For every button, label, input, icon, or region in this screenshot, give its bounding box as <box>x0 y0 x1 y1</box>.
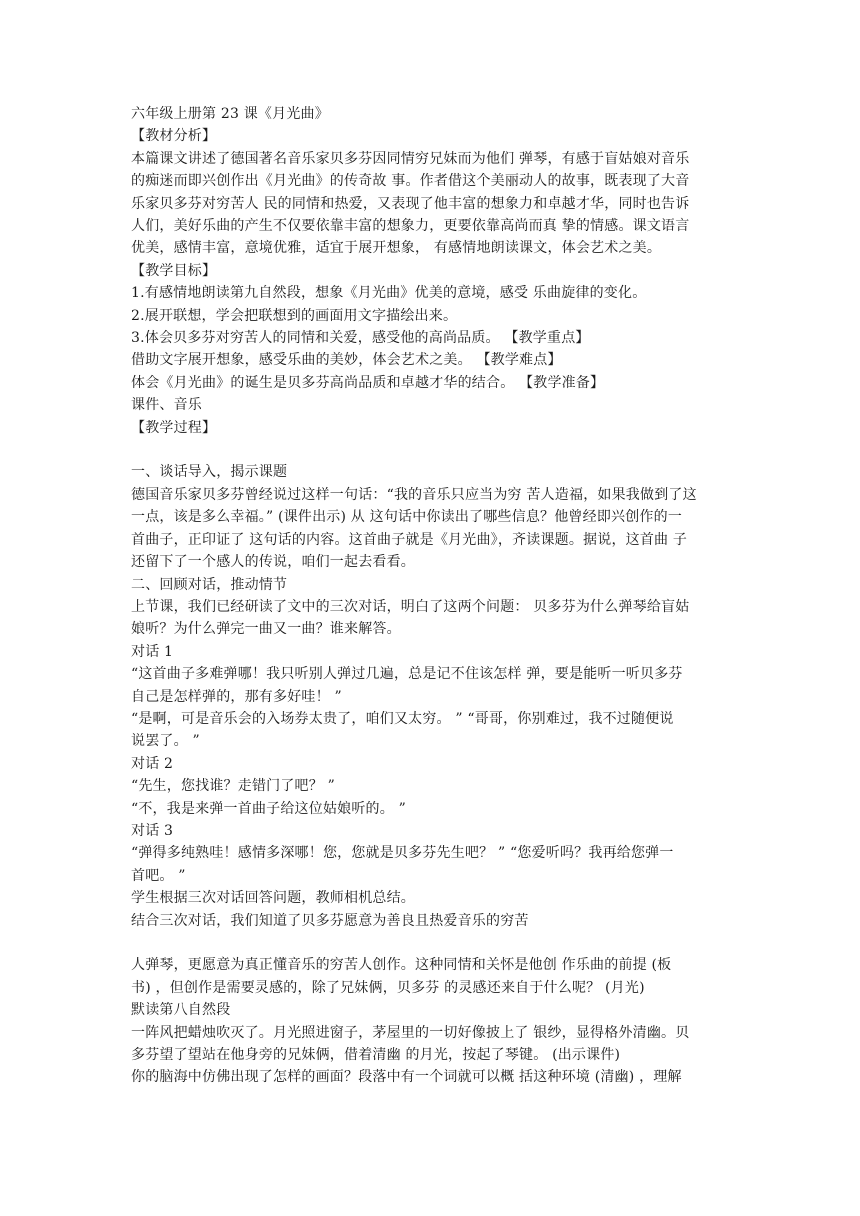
text-line: 对话 3 <box>131 822 174 839</box>
section-b <box>131 461 736 932</box>
text-line: 娘听？为什么弹完一曲又一曲？谁来解答。 <box>131 621 401 638</box>
text-line: “弹得多纯熟哇！感情多深哪！您，您就是贝多芬先生吧？ ” “您爱听吗？我再给您弹一 <box>131 845 674 862</box>
document-page <box>131 103 736 1089</box>
text-line: 课件、音乐 <box>131 397 202 414</box>
text-line: 对话 2 <box>131 755 174 772</box>
text-line: 【教学过程】 <box>131 419 217 436</box>
text-line: 人们，美好乐曲的产生不仅要依靠丰富的想象力，更要依靠高尚而真 挚的情感。课文语言 <box>131 218 690 235</box>
text-line: “是啊，可是音乐会的入场券太贵了，咱们又太穷。 ” “哥哥，你别难过，我不过随便说 <box>131 710 674 727</box>
text-line: 3.体会贝多芬对穷苦人的同情和关爱，感受他的高尚品质。 【教学重点】 <box>131 330 590 347</box>
text-line: 【教材分析】 <box>131 128 217 145</box>
text-line: 还留下了一个感人的传说，咱们一起去看看。 <box>131 554 415 571</box>
text-line: 一、谈话导入，揭示课题 <box>131 464 288 481</box>
text-line: 首曲子，正印证了 这句话的内容。这首曲子就是《月光曲》，齐读课题。据说，这首曲 子 <box>131 531 688 548</box>
text-line: 体会《月光曲》的诞生是贝多芬高尚品质和卓越才华的结合。 【教学准备】 <box>131 374 605 391</box>
text-line: 学生根据三次对话回答问题，教师相机总结。 <box>131 890 415 907</box>
text-line: 一点，该是多么幸福。” (课件出示) 从 这句话中你读出了哪些信息？他曾经即兴创作的一 <box>131 509 683 526</box>
text-line: 说罢了。 ” <box>131 733 200 750</box>
blank-line <box>131 932 736 954</box>
text-line: 多芬望了望站在他身旁的兄妹俩，借着清幽 的月光，按起了琴键。 (出示课件) <box>131 1047 621 1064</box>
text-line: 首吧。 ” <box>131 867 186 884</box>
text-line: 二、回顾对话，推动情节 <box>131 576 288 593</box>
text-line: 的痴迷而即兴创作出《月光曲》的传奇故 事。作者借这个美丽动人的故事，既表现了大音 <box>131 173 690 190</box>
text-line: 【教学目标】 <box>131 262 217 279</box>
text-line: 你的脑海中仿佛出现了怎样的画面？段落中有一个词就可以概 括这种环境 (清幽) ，理解 <box>131 1069 682 1086</box>
text-line: 本篇课文讲述了德国著名音乐家贝多芬因同情穷兄妹而为他们 弹琴，有感于盲姑娘对音乐 <box>131 150 690 167</box>
text-line: 书) ，但创作是需要灵感的，除了兄妹俩，贝多芬 的灵感还来自于什么呢？ (月光) <box>131 979 645 996</box>
text-line: 优美，感情丰富，意境优雅，适宜于展开想象， 有感情地朗读课文，体会艺术之美。 <box>131 240 662 257</box>
text-line: 对话 1 <box>131 643 174 660</box>
text-line: 自己是怎样弹的，那有多好哇！ ” <box>131 688 342 705</box>
text-line: 默读第八自然段 <box>131 1002 231 1019</box>
blank-line <box>131 439 736 461</box>
text-line: 借助文字展开想象，感受乐曲的美妙，体会艺术之美。 【教学难点】 <box>131 352 562 369</box>
text-line: “先生，您找谁？走错门了吧？ ” <box>131 778 335 795</box>
text-line: 德国音乐家贝多芬曾经说过这样一句话：“我的音乐只应当为穷 苦人造福，如果我做到了这 <box>131 486 697 503</box>
text-line: 人弹琴，更愿意为真正懂音乐的穷苦人创作。这种同情和关怀是他创 作乐曲的前提 (板 <box>131 957 672 974</box>
text-line: 2.展开联想，学会把联想到的画面用文字描绘出来。 <box>131 307 458 324</box>
text-line: “这首曲子多难弹哪！我只听别人弹过几遍，总是记不住该怎样 弹，要是能听一听贝多芬 <box>131 666 683 683</box>
section-c <box>131 954 736 1088</box>
text-line: 1.有感情地朗读第九自然段，想象《月光曲》优美的意境，感受 乐曲旋律的变化。 <box>131 285 647 302</box>
text-line: 上节课，我们已经研读了文中的三次对话，明白了这两个问题： 贝多芬为什么弹琴给盲姑 <box>131 598 690 615</box>
section-a <box>131 103 736 439</box>
text-line: 乐家贝多芬对穷苦人 民的同情和热爱，又表现了他丰富的想象力和卓越才华，同时也告诉 <box>131 195 690 212</box>
text-line: 一阵风把蜡烛吹灭了。月光照进窗子，茅屋里的一切好像披上了 银纱，显得格外清幽。贝 <box>131 1024 690 1041</box>
text-line: 六年级上册第 23 课《月光曲》 <box>131 106 329 122</box>
text-line: 结合三次对话，我们知道了贝多芬愿意为善良且热爱音乐的穷苦 <box>131 912 529 929</box>
text-line: “不，我是来弹一首曲子给这位姑娘听的。 ” <box>131 800 406 817</box>
